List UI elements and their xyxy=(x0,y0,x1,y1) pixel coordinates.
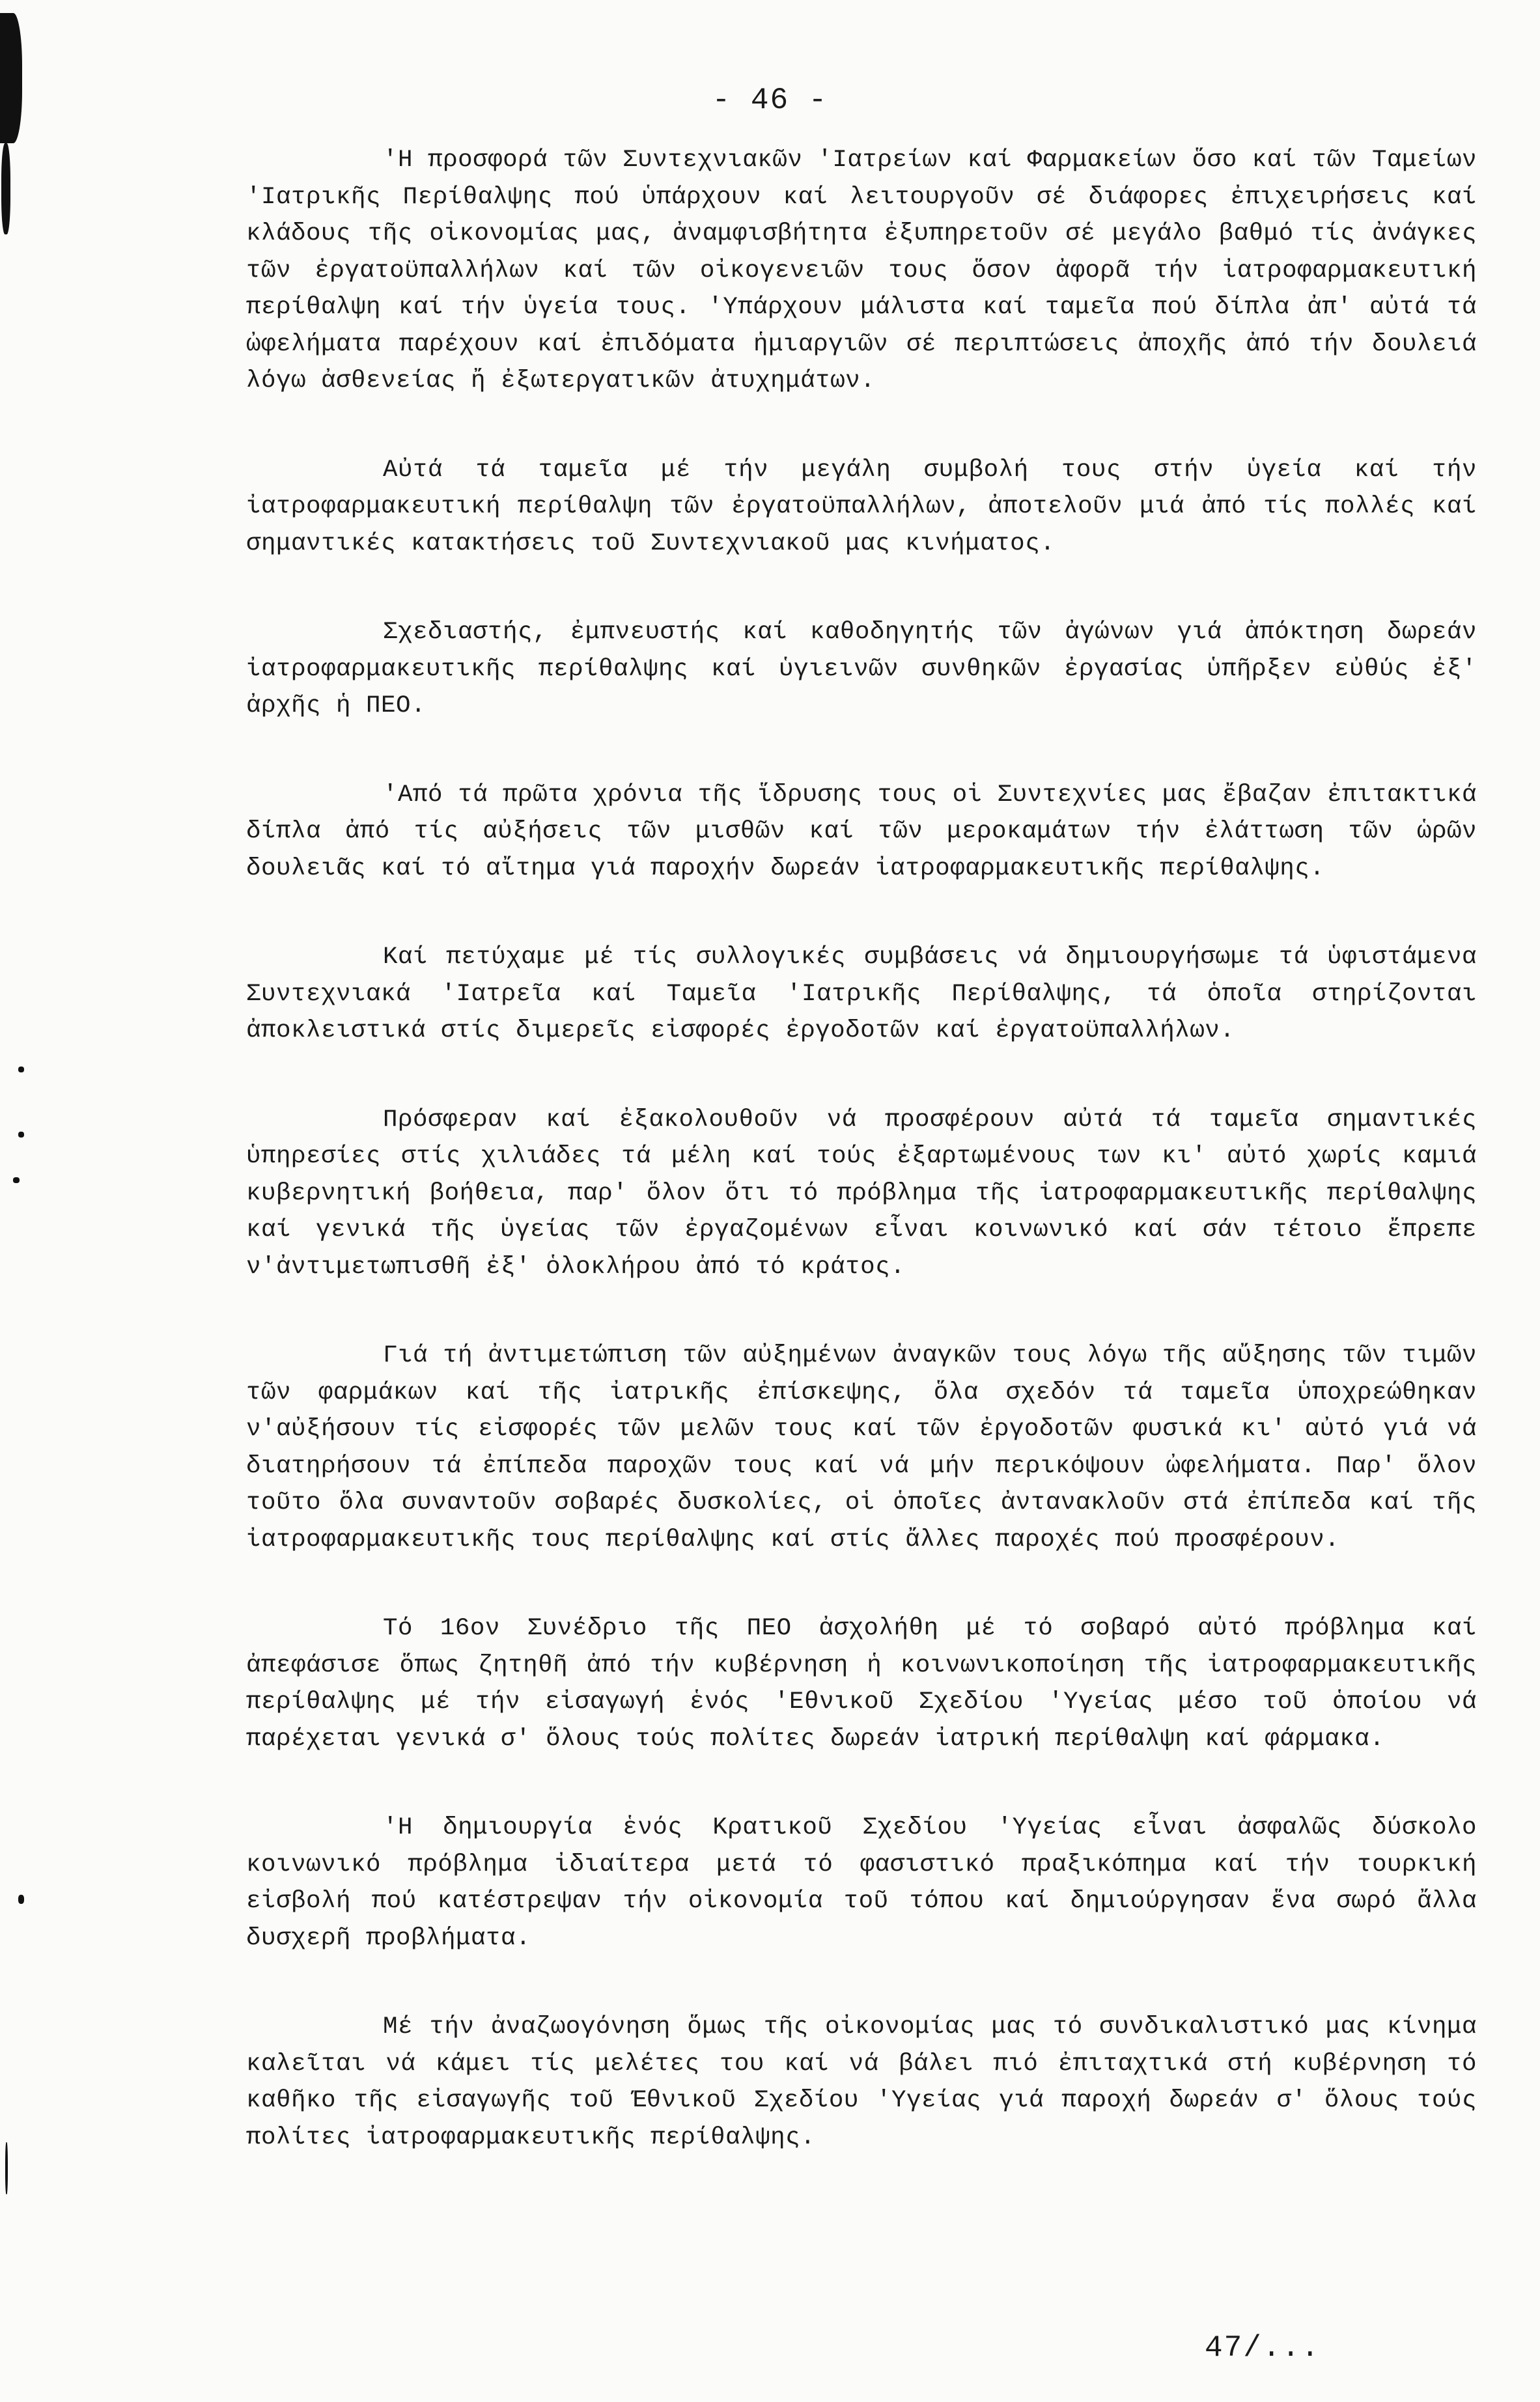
paragraph-text: Τό 16ον Συνέδριο τῆς ΠΕΟ ἀσχολήθη μέ τό σοβαρό αὐτό πρόβλημα καί ἀπεφάσισε ὅπως ζητηθῆ ἀπό τήν κυβέρνηση ἡ κοινωνικοποίηση τῆς ἰατροφαρμακευτικῆς περίθαλψης μέ τήν εἰσαγωγή ἑνός 'Εθνικοῦ Σχεδίου 'Υγείας μέσο τοῦ ὁποίου νά παρέχεται γενικά σ' ὅλους τούς πολίτες δωρεάν ἰατρική περίθαλψη καί φάρμακα. xyxy=(246,1615,1477,1753)
paragraph-text: Γιά τή ἀντιμετώπιση τῶν αὐξημένων ἀναγκῶν τους λόγω τῆς αὔξησης τῶν τιμῶν τῶν φαρμάκων καί τῆς ἰατρικῆς ἐπίσκεψης, ὅλα σχεδόν τά ταμεῖα ὑποχρεώθηκαν ν'αὐξήσουν τίς εἰσφορές τῶν μελῶν τους καί τῶν ἐργοδοτῶν φυσικά κι' αὐτό γιά νά διατηρήσουν τά ἐπίπεδα παροχῶν τους καί νά μήν περικόψουν ὠφελήματα. Παρ' ὅλον τοῦτο ὅλα συναντοῦν σοβαρές δυσκολίες, οἱ ὁποῖες ἀντανακλοῦν στά ἐπίπεδα καί τῆς ἰατροφαρμακευτικῆς τους περίθαλψης καί στίς ἄλλες παροχές πού προσφέρουν. xyxy=(246,1342,1477,1554)
paragraph-text: Σχεδιαστής, ἐμπνευστής καί καθοδηγητής τῶν ἀγώνων γιά ἀπόκτηση δωρεάν ἰατροφαρμακευτικῆς περίθαλψης καί ὑγιεινῶν συνθηκῶν ἐργασίας ὑπῆρξεν εὐθύς ἐξ' ἀρχῆς ἡ ΠΕΟ. xyxy=(246,619,1477,719)
paragraph xyxy=(246,939,1477,1050)
scan-edge-mark xyxy=(18,1067,24,1072)
page-number: - 46 - xyxy=(712,83,828,117)
scan-edge-mark xyxy=(0,13,22,143)
paragraph-text: 'Η προσφορά τῶν Συντεχνιακῶν 'Ιατρείων καί Φαρμακείων ὅσο καί τῶν Ταμείων 'Ιατρικῆς Περίθαλψης πού ὑπάρχουν καί λειτουργοῦν σέ διάφορες ἐπιχειρήσεις καί κλάδους τῆς οἰκονομίας μας, ἀναμφισβήτητα ἐξυπηρετοῦν σέ μεγάλο βαθμό τίς ἀνάγκες τῶν ἐργατοϋπαλλήλων καί τῶν οἰκογενειῶν τους ὅσον ἀφορᾶ τήν ἰατροφαρμακευτική περίθαλψη καί τήν ὑγεία τους. 'Υπάρχουν μάλιστα καί ταμεῖα πού δίπλα ἀπ' αὐτά τά ὠφελήματα παρέχουν καί ἐπιδόματα ἡμιαργιῶν σέ περιπτώσεις ἀποχῆς ἀπό τήν δουλειά λόγω ἀσθενείας ἤ ἐξωτεργατικῶν ἀτυχημάτων. xyxy=(246,147,1477,395)
document-body xyxy=(246,142,1477,2208)
paragraph xyxy=(246,777,1477,887)
paragraph-text: 'Η δημιουργία ἑνός Κρατικοῦ Σχεδίου 'Υγείας εἶναι ἀσφαλῶς δύσκολο κοινωνικό πρόβλημα ἰδιαίτερα μετά τό φασιστικό πραξικόπημα καί τήν τουρκική εἰσβολή πού κατέστρεψαν τήν οἰκονομία τοῦ τόπου καί δημιούργησαν ἕνα σωρό ἄλλα δυσχερῆ προβλήματα. xyxy=(246,1814,1477,1952)
paragraph-text: Πρόσφεραν καί ἐξακολουθοῦν νά προσφέρουν αὐτά τά ταμεῖα σημαντικές ὑπηρεσίες στίς χιλιάδες τά μέλη καί τούς ἐξαρτωμένους των κι' αὐτό χωρίς καμιά κυβερνητική βοήθεια, παρ' ὅλον ὅτι τό πρόβλημα τῆς ἰατροφαρμακευτικῆς περίθαλψης καί γενικά τῆς ὑγείας τῶν ἐργαζομένων εἶναι κοινωνικό καί σάν τέτοιο ἔπρεπε ν'ἀντιμετωπισθῆ ἐξ' ὁλοκλήρου ἀπό τό κράτος. xyxy=(246,1106,1477,1281)
paragraph xyxy=(246,1809,1477,1957)
paragraph xyxy=(246,1102,1477,1286)
scan-edge-mark xyxy=(1,143,10,234)
scan-edge-mark xyxy=(13,1177,20,1183)
paragraph xyxy=(246,614,1477,725)
scan-edge-mark xyxy=(18,1895,24,1904)
paragraph-text: Αὐτά τά ταμεῖα μέ τήν μεγάλη συμβολή τους στήν ὑγεία καί τήν ἰατροφαρμακευτική περίθαλψη τῶν ἐργατοϋπαλλήλων, ἀποτελοῦν μιά ἀπό τίς πολλές καί σημαντικές κατακτήσεις τοῦ Συντεχνιακοῦ μας κινήματος. xyxy=(246,456,1477,557)
paragraph-text: 'Από τά πρῶτα χρόνια τῆς ἵδρυσης τους οἱ Συντεχνίες μας ἔβαζαν ἐπιτακτικά δίπλα ἀπό τίς αὐξήσεις τῶν μισθῶν καί τῶν μεροκαμάτων τήν ἐλάττωση τῶν ὡρῶν δουλειᾶς καί τό αἴτημα γιά παροχήν δωρεάν ἰατροφαρμακευτικῆς περίθαλψης. xyxy=(246,781,1477,882)
scan-edge-mark xyxy=(5,2142,8,2194)
scan-edge-mark xyxy=(18,1132,24,1138)
continuation-marker: 47/... xyxy=(1205,2331,1321,2365)
paragraph xyxy=(246,2009,1477,2156)
paragraph-text: Μέ τήν ἀναζωογόνηση ὅμως τῆς οἰκονομίας μας τό συνδικαλιστικό μας κίνημα καλεῖται νά κάμει τίς μελέτες του καί νά βάλει πιό ἐπιταχτικά στή κυβέρνηση τό καθῆκο τῆς εἰσαγωγῆς τοῦ Έθνικοῦ Σχεδίου 'Υγείας γιά παροχή δωρεάν σ' ὅλους τούς πολίτες ἰατροφαρμακευτικῆς περίθαλψης. xyxy=(246,2013,1477,2151)
paragraph xyxy=(246,142,1477,400)
paragraph xyxy=(246,1610,1477,1757)
paragraph xyxy=(246,1337,1477,1558)
paragraph-text: Καί πετύχαμε μέ τίς συλλογικές συμβάσεις νά δημιουργήσωμε τά ὑφιστάμενα Συντεχνιακά 'Ιατρεῖα καί Ταμεῖα 'Ιατρικῆς Περίθαλψης, τά ὁποῖα στηρίζονται ἀποκλειστικά στίς διμερεῖς εἰσφορές ἐργοδοτῶν καί ἐργατοϋπαλλήλων. xyxy=(246,943,1477,1044)
paragraph xyxy=(246,452,1477,563)
